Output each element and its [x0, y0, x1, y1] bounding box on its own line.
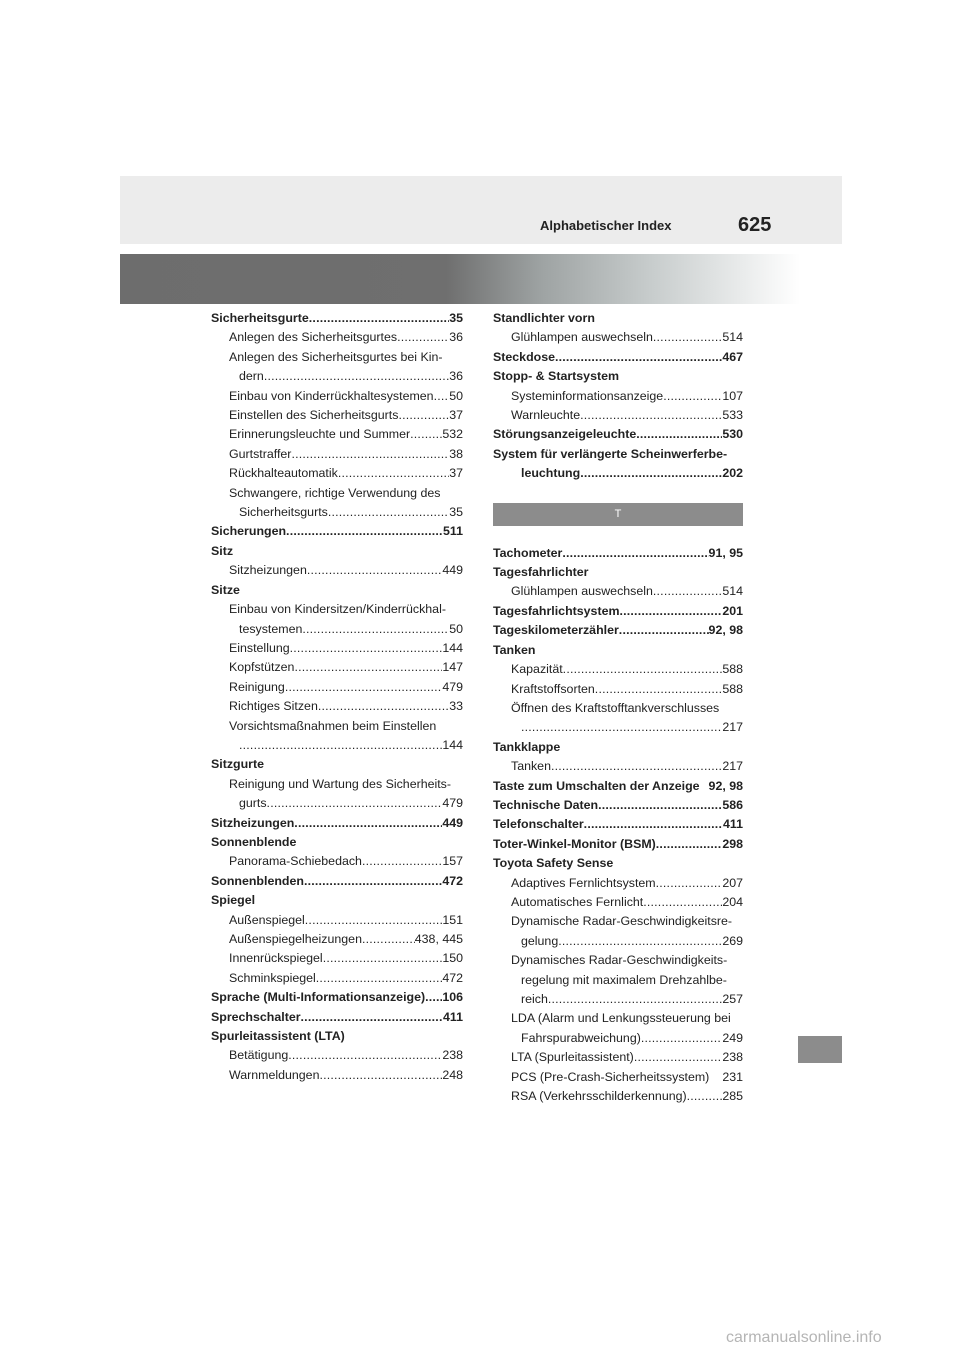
index-heading: Sitz	[211, 543, 234, 558]
index-entry-label: Glühlampen auswechseln	[511, 584, 653, 599]
page-reference[interactable]: 248	[442, 1067, 463, 1082]
page-reference[interactable]: 37	[449, 466, 463, 481]
index-entry-label: LTA (Spurleitassistent)	[511, 1050, 634, 1065]
dot-leader	[323, 949, 443, 968]
page-reference[interactable]: 285	[722, 1089, 743, 1104]
page-reference[interactable]: 511	[443, 524, 463, 539]
index-entry[interactable]	[493, 815, 743, 834]
index-entry[interactable]	[211, 620, 463, 639]
dot-leader	[397, 328, 449, 347]
index-entry[interactable]	[493, 425, 743, 444]
index-entry[interactable]	[493, 893, 743, 912]
index-entry-label: Warnleuchte	[511, 408, 581, 423]
index-entry[interactable]	[211, 425, 463, 444]
page-reference[interactable]: 157	[442, 854, 463, 869]
index-entry[interactable]	[211, 930, 463, 949]
index-entry-text: LDA (Alarm und Lenkungssteuerung bei	[511, 1011, 731, 1026]
index-entry-label: Toter-Winkel-Monitor (BSM)	[493, 836, 656, 851]
dot-leader	[309, 309, 449, 328]
index-entry[interactable]	[493, 718, 743, 737]
index-entry-label: Außenspiegel	[229, 912, 305, 927]
index-entry-label: RSA (Verkehrsschilderkennung)	[511, 1089, 687, 1104]
index-entry-label: Tagesfahrlichtsystem	[493, 603, 620, 618]
dot-leader	[562, 544, 708, 563]
index-entry[interactable]	[211, 445, 463, 464]
index-entry-label: Tachometer	[493, 545, 563, 560]
index-entry-label: Adaptives Fernlichtsystem	[511, 875, 656, 890]
page-reference[interactable]: 533	[722, 408, 743, 423]
index-heading: Sonnenblende	[211, 834, 297, 849]
page-reference[interactable]: 144	[442, 640, 463, 655]
index-heading: Sitzgurte	[211, 757, 265, 772]
dot-leader	[643, 893, 722, 912]
index-entry-label: leuchtung	[521, 466, 581, 481]
page-reference[interactable]: 479	[442, 679, 463, 694]
index-column-left	[211, 309, 463, 1085]
index-entry[interactable]	[493, 387, 743, 406]
index-entry-text: Öffnen des Kraftstofftankverschlusses	[511, 700, 720, 715]
dot-leader	[328, 503, 449, 522]
dot-leader	[307, 561, 442, 580]
page-reference[interactable]: 530	[722, 427, 743, 442]
index-entry-label: Systeminformationsanzeige	[511, 388, 664, 403]
index-entry-label: Sicherheitsgurts	[239, 505, 328, 520]
index-entry[interactable]	[493, 777, 743, 796]
page-reference[interactable]: 588	[722, 662, 743, 677]
index-entry-label: Sprechschalter	[211, 1009, 301, 1024]
index-heading: Tagesfahrlichter	[493, 565, 589, 580]
page-reference[interactable]: 107	[722, 388, 743, 403]
dot-leader	[410, 425, 442, 444]
index-entry[interactable]	[211, 949, 463, 968]
index-entry[interactable]	[211, 1066, 463, 1085]
dot-leader	[316, 969, 443, 988]
index-entry-label: Glühlampen auswechseln	[511, 330, 653, 345]
page-reference[interactable]: 514	[722, 330, 743, 345]
dot-leader	[598, 796, 722, 815]
index-entry[interactable]	[493, 990, 743, 1009]
page-reference[interactable]: 35	[449, 505, 463, 520]
index-entry[interactable]	[211, 852, 463, 871]
index-entry-label: tesystemen	[239, 621, 303, 636]
dot-leader	[286, 522, 443, 541]
index-entry-text: Schwangere, richtige Verwendung des	[229, 485, 441, 500]
index-entry-text: Dynamische Radar-Geschwindigkeitsre-	[511, 914, 733, 929]
page-reference[interactable]: 50	[449, 621, 463, 636]
page-reference[interactable]: 514	[722, 584, 743, 599]
page-reference[interactable]: 33	[449, 699, 463, 714]
page-reference[interactable]: 438, 445	[414, 932, 463, 946]
page-reference[interactable]: 472	[442, 970, 463, 985]
index-entry[interactable]	[493, 348, 743, 367]
index-entry-label: Reinigung	[229, 679, 285, 694]
index-entry[interactable]	[493, 680, 743, 699]
index-entry-label: Betätigung	[229, 1048, 289, 1063]
index-entry-label: Sprache (Multi-Informationsanzeige)	[211, 990, 426, 1005]
page-reference[interactable]: 249	[722, 1030, 743, 1045]
dot-leader	[425, 988, 442, 1007]
page-reference[interactable]: 449	[442, 815, 463, 830]
dot-leader	[305, 911, 443, 930]
index-heading: Standlichter vorn	[493, 311, 595, 325]
dot-leader	[302, 620, 449, 639]
index-heading: Sitze	[211, 582, 240, 597]
dot-leader	[285, 678, 443, 697]
index-entry[interactable]	[211, 794, 463, 813]
dot-leader	[304, 872, 442, 891]
index-entry[interactable]	[211, 561, 463, 580]
page-reference[interactable]: 92, 98	[708, 778, 743, 793]
index-entry-label: Sitzheizungen	[211, 815, 295, 830]
index-entry[interactable]	[211, 697, 463, 716]
index-entry-label: Sitzheizungen	[229, 563, 307, 578]
index-entry-label: dern	[239, 369, 264, 384]
page-reference[interactable]: 298	[722, 836, 743, 851]
index-entry-label: Automatisches Fernlicht	[511, 894, 644, 909]
index-entry-label: Sonnenblenden	[211, 873, 304, 888]
page-reference[interactable]: 151	[442, 912, 463, 927]
dot-leader	[264, 367, 449, 386]
index-entry-text: Reinigung und Wartung des Sicherheits-	[229, 776, 452, 791]
index-entry-label: Panorama-Schiebedach	[229, 854, 362, 869]
index-heading: Tankklappe	[493, 739, 561, 754]
dot-leader	[653, 582, 722, 601]
page-reference[interactable]: 201	[722, 603, 743, 618]
section-title: Alphabetischer Index	[540, 218, 672, 233]
index-heading: System für verlängerte Scheinwerferbe-	[493, 446, 728, 461]
dot-leader	[239, 736, 442, 755]
page-reference[interactable]: 257	[722, 992, 743, 1006]
index-entry-label: Sicherheitsgurte	[211, 311, 309, 325]
index-entry[interactable]	[493, 1087, 743, 1106]
index-entry[interactable]	[211, 522, 463, 541]
index-entry[interactable]	[211, 639, 463, 658]
index-entry[interactable]	[493, 1029, 743, 1048]
dot-leader	[584, 815, 723, 834]
dot-leader	[656, 874, 723, 893]
page-reference[interactable]: 238	[442, 1048, 463, 1063]
index-entry[interactable]	[493, 328, 743, 347]
index-heading: Tanken	[493, 642, 536, 657]
dot-leader	[319, 1066, 442, 1085]
page-reference[interactable]: 532	[442, 427, 463, 442]
index-entry-label: Technische Daten	[493, 797, 599, 812]
index-heading: Toyota Safety Sense	[493, 856, 614, 871]
dot-leader	[687, 1087, 723, 1106]
index-entry-label: Innenrückspiegel	[229, 951, 323, 966]
dot-leader	[663, 387, 722, 406]
page-reference[interactable]: 36	[449, 330, 463, 345]
index-entry-label: Anlegen des Sicherheitsgurtes	[229, 330, 398, 345]
index-entry-label: Tanken	[511, 759, 551, 774]
index-entry-label: gurts	[239, 796, 267, 811]
dot-leader	[558, 932, 722, 951]
page-reference[interactable]: 411	[443, 1009, 463, 1024]
index-entry-label: Rückhalteautomatik	[229, 466, 338, 481]
index-entry[interactable]	[493, 544, 743, 563]
index-entry[interactable]	[493, 1048, 743, 1067]
dot-leader	[301, 1008, 443, 1027]
page-reference[interactable]: 150	[442, 951, 463, 966]
index-letter-header: T	[493, 503, 743, 526]
index-entry-label: Steckdose	[493, 349, 555, 364]
page-reference[interactable]: 467	[722, 349, 743, 364]
index-entry-label: Telefonschalter	[493, 817, 584, 832]
index-heading: Stopp- & Startsystem	[493, 369, 619, 384]
index-entry-text: regelung mit maximalem Drehzahlbe-	[521, 972, 727, 987]
index-entry-label: Sicherungen	[211, 524, 287, 539]
page-reference[interactable]: 586	[722, 797, 743, 812]
page-reference[interactable]: 269	[722, 933, 743, 948]
index-entry[interactable]	[211, 503, 463, 522]
index-entry-text: Dynamisches Radar-Geschwindigkeits-	[511, 953, 728, 968]
index-entry[interactable]	[211, 658, 463, 677]
dot-leader	[580, 406, 722, 425]
page-header-band	[120, 176, 842, 244]
index-entry[interactable]	[211, 387, 463, 406]
page-reference[interactable]: 38	[449, 446, 463, 461]
index-entry[interactable]	[493, 1068, 743, 1087]
index-entry[interactable]	[493, 621, 743, 640]
dot-leader	[595, 680, 723, 699]
index-entry[interactable]	[493, 835, 743, 854]
index-entry-label: gelung	[521, 933, 559, 948]
index-entry-label: Kopfstützen	[229, 660, 295, 675]
dot-leader	[563, 660, 723, 679]
index-entry[interactable]	[493, 464, 743, 483]
index-entry[interactable]	[211, 678, 463, 697]
index-entry[interactable]	[493, 874, 743, 893]
index-entry[interactable]	[211, 367, 463, 386]
dot-leader	[653, 328, 722, 347]
page-reference[interactable]: 588	[722, 681, 743, 696]
index-entry-label: PCS (Pre-Crash-Sicherheitssystem)	[511, 1069, 710, 1084]
index-entry-label: Außenspiegelheizungen	[229, 932, 362, 946]
page-reference[interactable]: 207	[722, 875, 743, 890]
index-entry[interactable]	[493, 660, 743, 679]
index-entry[interactable]	[211, 872, 463, 891]
index-entry[interactable]	[211, 988, 463, 1007]
page-reference[interactable]: 472	[442, 873, 463, 888]
page-reference[interactable]: 106	[442, 990, 463, 1005]
dot-leader	[619, 602, 722, 621]
index-entry-label: Schminkspiegel	[229, 970, 316, 985]
dot-leader	[288, 1046, 442, 1065]
index-entry-text: Vorsichtsmaßnahmen beim Einstellen	[229, 718, 437, 733]
gradient-band	[120, 254, 800, 304]
page-reference[interactable]: 411	[723, 817, 743, 832]
page-reference[interactable]: 35	[449, 311, 463, 325]
dot-leader	[548, 990, 722, 1009]
index-entry-label: Einbau von Kinderrückhaltesystemen	[229, 388, 434, 403]
page-reference[interactable]: 217	[722, 720, 743, 735]
dot-leader	[290, 639, 443, 658]
dot-leader	[291, 445, 449, 464]
dot-leader	[294, 814, 442, 833]
index-entry-label: Tageskilometerzähler	[493, 623, 619, 638]
dot-leader	[294, 658, 442, 677]
index-entry[interactable]	[493, 757, 743, 776]
index-entry[interactable]	[211, 1046, 463, 1065]
index-heading: Spurleitassistent (LTA)	[211, 1029, 345, 1044]
index-entry[interactable]	[493, 582, 743, 601]
page-reference[interactable]: 144	[442, 737, 463, 752]
page-reference[interactable]: 204	[722, 894, 743, 909]
index-heading: Spiegel	[211, 893, 256, 908]
index-entry[interactable]	[211, 911, 463, 930]
index-entry[interactable]	[211, 814, 463, 833]
dot-leader	[318, 697, 449, 716]
index-entry[interactable]	[493, 602, 743, 621]
index-entry[interactable]	[211, 736, 463, 755]
index-entry-text: Einbau von Kindersitzen/Kinderrückhal-	[229, 602, 446, 617]
index-entry[interactable]	[211, 464, 463, 483]
index-entry[interactable]	[493, 406, 743, 425]
index-entry[interactable]	[211, 406, 463, 425]
watermark: carmanualsonline.info	[726, 1329, 882, 1346]
index-entry-label: reich	[521, 992, 548, 1006]
page-reference[interactable]: 36	[449, 369, 463, 384]
dot-leader	[619, 621, 709, 640]
dot-leader	[362, 930, 415, 949]
dot-leader	[636, 425, 722, 444]
index-entry[interactable]	[493, 932, 743, 951]
index-entry-label: Störungsanzeigeleuchte	[493, 427, 637, 442]
index-column-right	[493, 309, 743, 1106]
dot-leader	[580, 464, 722, 483]
page-reference[interactable]: 238	[722, 1050, 743, 1065]
page-reference[interactable]: 92, 98	[708, 623, 743, 638]
page-reference[interactable]: 147	[442, 660, 463, 675]
page-reference[interactable]: 50	[449, 388, 463, 403]
index-entry-text: Anlegen des Sicherheitsgurtes bei Kin-	[229, 349, 443, 364]
page-reference[interactable]: 37	[449, 408, 463, 423]
dot-leader	[521, 718, 722, 737]
index-entry-label: Warnmeldungen	[229, 1067, 320, 1082]
dot-leader	[555, 348, 722, 367]
page-reference[interactable]: 91, 95	[708, 545, 743, 560]
index-entry-label: Einstellung	[229, 640, 290, 655]
index-entry[interactable]	[211, 309, 463, 328]
index-entry-label: Kraftstoffsorten	[511, 681, 595, 696]
index-entry-label: Taste zum Umschalten der Anzeige	[493, 778, 700, 793]
dot-leader	[641, 1029, 722, 1048]
dot-leader	[434, 387, 450, 406]
page-reference[interactable]: 217	[722, 759, 743, 774]
page-reference[interactable]: 231	[722, 1069, 743, 1084]
thumb-index-tab[interactable]	[798, 1036, 842, 1063]
index-entry-label: Einstellen des Sicherheitsgurts	[229, 408, 399, 423]
index-entry-label: Gurtstraffer	[229, 446, 292, 461]
page-reference[interactable]: 202	[722, 466, 743, 481]
page-reference[interactable]: 449	[442, 563, 463, 578]
page-reference[interactable]: 479	[442, 796, 463, 811]
dot-leader	[398, 406, 449, 425]
index-entry-label: Richtiges Sitzen	[229, 699, 318, 714]
index-entry[interactable]	[211, 328, 463, 347]
index-entry-label: Fahrspurabweichung)	[521, 1030, 641, 1045]
index-entry[interactable]	[493, 796, 743, 815]
dot-leader	[267, 794, 443, 813]
index-entry-label: Erinnerungsleuchte und Summer	[229, 427, 411, 442]
index-entry[interactable]	[211, 1008, 463, 1027]
page-number: 625	[738, 214, 772, 236]
dot-leader	[634, 1048, 723, 1067]
dot-leader	[656, 835, 723, 854]
index-entry-label: Kapazität	[511, 662, 563, 677]
dot-leader	[338, 464, 449, 483]
index-entry[interactable]	[211, 969, 463, 988]
dot-leader	[362, 852, 442, 871]
dot-leader	[551, 757, 722, 776]
